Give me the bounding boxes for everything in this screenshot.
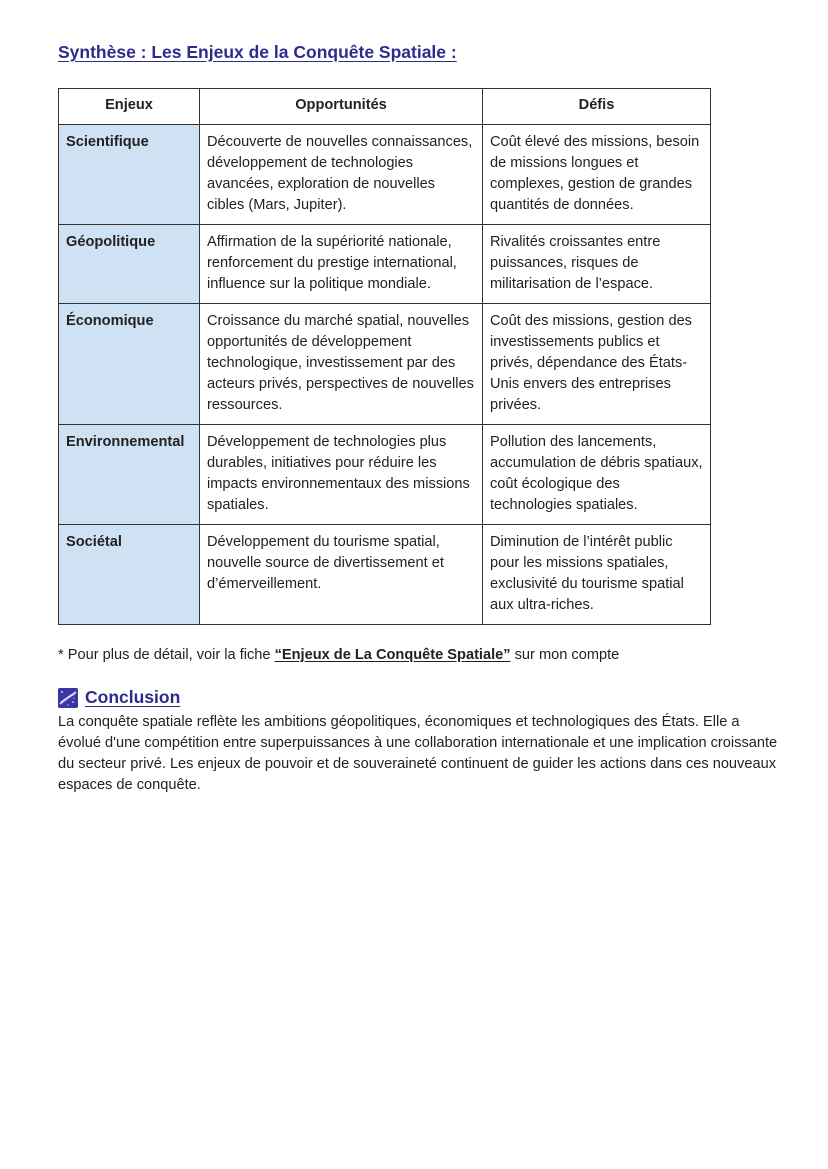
table-row [59,425,711,525]
opportunites-cell: Développement de technologies plus durables, initiatives pour réduire les impacts environnementaux des missions spatiales. [200,425,483,525]
header-opportunites: Opportunités [200,89,483,125]
conclusion-heading [58,687,180,708]
enjeu-cell: Géopolitique [59,225,200,304]
conclusion-text: La conquête spatiale reflète les ambitions géopolitiques, économiques et technologiques des États. Elle a évolué d'une compétition entre superpuissances à une collaboration internationale et une implication croissante du secteur privé. Les enjeux de pouvoir et de souveraineté continuent de guider les actions dans ces nouveaux espaces de conquête. [58,714,778,793]
synthesis-table [58,88,711,625]
defis-cell: Coût des missions, gestion des investissements publics et privés, dépendance des États-Unis envers des entreprises privées. [483,304,711,425]
enjeu-cell: Scientifique [59,125,200,225]
note-suffix: sur mon compte [510,647,620,663]
header-enjeux: Enjeux [59,89,200,125]
table-row [59,304,711,425]
note-prefix: * Pour plus de détail, voir la fiche [58,647,275,663]
page-title: Synthèse : Les Enjeux de la Conquête Spatiale : [58,42,457,62]
defis-cell: Rivalités croissantes entre puissances, risques de militarisation de l’espace. [483,225,711,304]
detail-note [58,645,619,666]
enjeu-cell: Économique [59,304,200,425]
fiche-link[interactable]: “Enjeux de La Conquête Spatiale” [274,647,511,663]
conclusion-title: Conclusion [85,687,181,707]
table-row [59,125,711,225]
defis-cell: Coût élevé des missions, besoin de missions longues et complexes, gestion de grandes quantités de données. [483,125,711,225]
opportunites-cell: Affirmation de la supériorité nationale, renforcement du prestige international, influence sur la politique mondiale. [200,225,483,304]
table-row [59,525,711,625]
enjeu-cell: Environnemental [59,425,200,525]
defis-cell: Diminution de l’intérêt public pour les missions spatiales, exclusivité du tourisme spatial aux ultra-riches. [483,525,711,625]
opportunites-cell: Découverte de nouvelles connaissances, développement de technologies avancées, exploration de nouvelles cibles (Mars, Jupiter). [200,125,483,225]
table-header-row [59,89,711,125]
defis-cell: Pollution des lancements, accumulation de débris spatiaux, coût écologique des technologies spatiales. [483,425,711,525]
milky-way-icon [58,688,78,708]
table-row [59,225,711,304]
header-defis: Défis [483,89,711,125]
opportunites-cell: Croissance du marché spatial, nouvelles opportunités de développement technologique, investissement par des acteurs privés, perspectives de nouvelles ressources. [200,304,483,425]
enjeu-cell: Sociétal [59,525,200,625]
opportunites-cell: Développement du tourisme spatial, nouvelle source de divertissement et d’émerveillement. [200,525,483,625]
